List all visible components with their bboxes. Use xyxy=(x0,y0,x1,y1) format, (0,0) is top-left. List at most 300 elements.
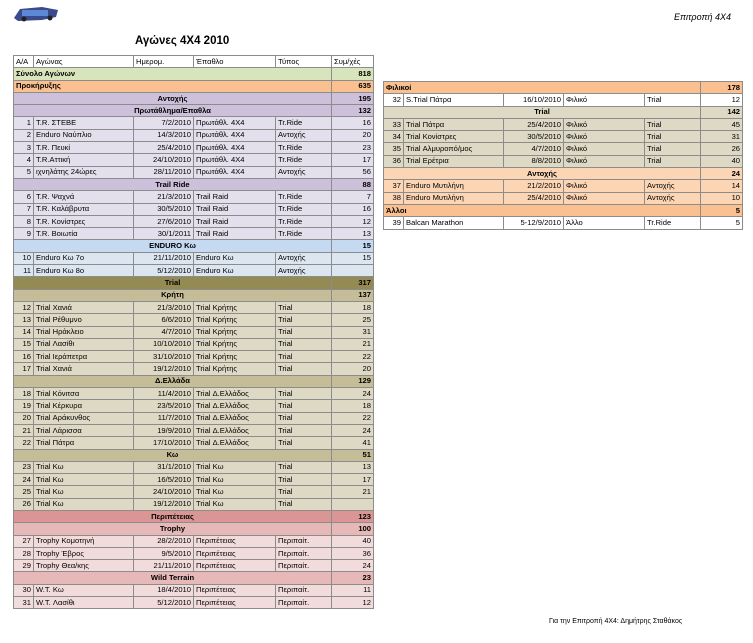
table-cell: 14/3/2010 xyxy=(134,129,194,141)
total-row xyxy=(14,68,374,80)
row-label: Trail Ride xyxy=(14,178,332,190)
table-cell: 16 xyxy=(332,203,374,215)
table-cell: W.T. Λασίθι xyxy=(34,597,134,609)
table-cell: 28 xyxy=(14,547,34,559)
table-cell: ιχνηλάτης 24ώρες xyxy=(34,166,134,178)
table-cell: Πρωτάθλ. 4Χ4 xyxy=(194,117,276,129)
column-header: Ημερομ. xyxy=(134,56,194,68)
table-cell: 8/8/2010 xyxy=(504,155,564,167)
table-cell: Πρωτάθλ. 4Χ4 xyxy=(194,129,276,141)
table-cell: 28/2/2010 xyxy=(134,535,194,547)
table-cell: 26 xyxy=(14,498,34,510)
table-cell: 40 xyxy=(332,535,374,547)
table-cell: 20 xyxy=(14,412,34,424)
table-cell: 21 xyxy=(332,486,374,498)
table-cell: Enduro Κω xyxy=(194,265,276,277)
table-cell: Trail Raid xyxy=(194,191,276,203)
table-cell: Trial xyxy=(276,498,332,510)
table-cell: Περιπέτειας xyxy=(194,535,276,547)
table-cell: Trial Ρέθυμνο xyxy=(34,314,134,326)
table-row xyxy=(384,118,743,130)
table-cell: 16/10/2010 xyxy=(504,94,564,106)
table-row xyxy=(14,265,374,277)
table-row xyxy=(14,584,374,596)
table-cell: Αντοχής xyxy=(276,252,332,264)
table-cell: 10/10/2010 xyxy=(134,338,194,350)
table-cell: 37 xyxy=(384,180,404,192)
table-cell: 24 xyxy=(332,424,374,436)
row-total: 142 xyxy=(701,106,743,118)
table-row xyxy=(14,474,374,486)
table-cell: Trial xyxy=(276,437,332,449)
table-cell: Tr.Ride xyxy=(645,217,701,229)
table-cell: 5 xyxy=(14,166,34,178)
table-cell: 25 xyxy=(332,314,374,326)
table-row xyxy=(14,547,374,559)
table-cell: 13 xyxy=(332,461,374,473)
table-row xyxy=(384,131,743,143)
table-cell: Enduro Μυτιλήνη xyxy=(404,180,504,192)
table-cell: 1 xyxy=(14,117,34,129)
table-cell: 34 xyxy=(384,131,404,143)
table-cell: Trial Ηράκλειο xyxy=(34,326,134,338)
table-cell: Trial Δ.Ελλάδος xyxy=(194,412,276,424)
row-label: ENDURO Κω xyxy=(14,240,332,252)
row-total: 15 xyxy=(332,240,374,252)
table-cell: 22 xyxy=(332,351,374,363)
table-cell: 20 xyxy=(332,363,374,375)
table-cell: Trial xyxy=(276,400,332,412)
section-row xyxy=(14,289,374,301)
row-total: 178 xyxy=(701,82,743,94)
table-cell: Trial Κόνιτσα xyxy=(34,388,134,400)
table-cell: Trial xyxy=(276,424,332,436)
table-cell: Trial Κω xyxy=(34,474,134,486)
table-cell: 16/5/2010 xyxy=(134,474,194,486)
table-cell: 18 xyxy=(332,301,374,313)
table-cell: 17 xyxy=(14,363,34,375)
column-header: Έπαθλο xyxy=(194,56,276,68)
table-cell: 4/7/2010 xyxy=(504,143,564,155)
table-cell: Trial xyxy=(276,363,332,375)
table-row xyxy=(14,461,374,473)
row-label: Περιπέτειας xyxy=(14,510,332,522)
table-cell: 2 xyxy=(14,129,34,141)
table-cell: Trial xyxy=(276,338,332,350)
table-cell: Trial xyxy=(276,412,332,424)
table-row xyxy=(14,154,374,166)
section-row xyxy=(14,523,374,535)
table-cell: Περιπέτειας xyxy=(194,560,276,572)
table-cell: Trophy Θεα/κης xyxy=(34,560,134,572)
section-row xyxy=(14,375,374,387)
table-cell: 20 xyxy=(332,129,374,141)
table-cell: 12 xyxy=(332,597,374,609)
table-cell: Balcan Marathon xyxy=(404,217,504,229)
table-cell: Φιλικό xyxy=(564,180,645,192)
section-row xyxy=(14,277,374,289)
row-label: Φιλικοί xyxy=(384,82,701,94)
table-cell: Tr.Ride xyxy=(276,142,332,154)
table-cell: T.R. Ψαχνά xyxy=(34,191,134,203)
table-cell: 21/3/2010 xyxy=(134,191,194,203)
row-label: Κρήτη xyxy=(14,289,332,301)
table-cell: 30/5/2010 xyxy=(504,131,564,143)
races-table-friendly xyxy=(383,81,743,230)
table-row xyxy=(14,535,374,547)
table-cell: Trial xyxy=(276,326,332,338)
row-label: Άλλοι xyxy=(384,204,701,216)
row-label: Πρωτάθλημα/Επαθλα xyxy=(14,105,332,117)
table-cell: 6/6/2010 xyxy=(134,314,194,326)
column-header: Αγώνας xyxy=(34,56,134,68)
table-cell: 10 xyxy=(701,192,743,204)
table-cell: Trial Δ.Ελλάδος xyxy=(194,437,276,449)
table-cell: Trial xyxy=(276,351,332,363)
logo-icon xyxy=(12,4,62,22)
table-cell: 14 xyxy=(14,326,34,338)
row-label: Trophy xyxy=(14,523,332,535)
table-row xyxy=(14,437,374,449)
table-cell: Tr.Ride xyxy=(276,215,332,227)
total-row xyxy=(14,80,374,92)
table-row xyxy=(14,129,374,141)
table-cell: Enduro Κω xyxy=(194,252,276,264)
table-cell: Trial xyxy=(645,94,701,106)
table-cell: Περιπαίτ. xyxy=(276,560,332,572)
table-cell: 9/5/2010 xyxy=(134,547,194,559)
table-cell: Trial Ιεράπετρα xyxy=(34,351,134,363)
column-header: Τύπος xyxy=(276,56,332,68)
table-cell: W.T. Κω xyxy=(34,584,134,596)
table-cell: 31/10/2010 xyxy=(134,351,194,363)
table-cell: 11 xyxy=(332,584,374,596)
table-cell: Trial Κω xyxy=(34,498,134,510)
table-cell: Trial Χανιά xyxy=(34,301,134,313)
table-cell: T.R. Πευκί xyxy=(34,142,134,154)
table-cell: Tr.Ride xyxy=(276,117,332,129)
table-cell: Trial Αλμυροπό/μος xyxy=(404,143,504,155)
table-cell: Αντοχής xyxy=(276,129,332,141)
table-cell: S.Trial Πάτρα xyxy=(404,94,504,106)
row-label: Αντοχής xyxy=(14,92,332,104)
table-cell: 18/4/2010 xyxy=(134,584,194,596)
table-cell: Trial Κρήτης xyxy=(194,326,276,338)
table-cell: 41 xyxy=(332,437,374,449)
table-cell: Φιλικό xyxy=(564,143,645,155)
table-cell: 30/1/2011 xyxy=(134,228,194,240)
table-cell: 24 xyxy=(14,474,34,486)
table-cell: 27 xyxy=(14,535,34,547)
table-cell: T.R.Αττική xyxy=(34,154,134,166)
section-row xyxy=(14,105,374,117)
table-cell: 16 xyxy=(332,117,374,129)
table-cell: 12 xyxy=(14,301,34,313)
row-total: 635 xyxy=(332,80,374,92)
table-cell: Tr.Ride xyxy=(276,154,332,166)
table-cell: 3 xyxy=(14,142,34,154)
table-cell: 5/12/2010 xyxy=(134,597,194,609)
table-cell: Trial xyxy=(645,143,701,155)
table-cell: Trial Δ.Ελλάδος xyxy=(194,424,276,436)
table-row xyxy=(14,228,374,240)
table-cell: T.R. Κονίστρες xyxy=(34,215,134,227)
table-row xyxy=(14,412,374,424)
row-total: 317 xyxy=(332,277,374,289)
section-row xyxy=(384,168,743,180)
table-cell: Trail Raid xyxy=(194,228,276,240)
table-cell: Trial Πάτρα xyxy=(34,437,134,449)
column-header: Συμ/χές xyxy=(332,56,374,68)
table-row xyxy=(384,155,743,167)
table-row xyxy=(384,94,743,106)
table-cell: 21/11/2010 xyxy=(134,560,194,572)
table-cell: Trail Raid xyxy=(194,203,276,215)
table-cell: 30 xyxy=(14,584,34,596)
table-cell: Περιπαίτ. xyxy=(276,584,332,596)
table-cell: 13 xyxy=(14,314,34,326)
table-cell: 22 xyxy=(332,412,374,424)
table-cell: 9 xyxy=(14,228,34,240)
row-label: Δ.Ελλάδα xyxy=(14,375,332,387)
table-cell: Enduro Ναύπλιο xyxy=(34,129,134,141)
table-cell: 19/12/2010 xyxy=(134,498,194,510)
table-cell: 10 xyxy=(14,252,34,264)
table-row xyxy=(14,486,374,498)
table-cell: 24/10/2010 xyxy=(134,486,194,498)
table-cell: Trial Κρήτης xyxy=(194,301,276,313)
table-cell: Trial Λασίθι xyxy=(34,338,134,350)
table-row xyxy=(14,498,374,510)
table-cell: Φιλικό xyxy=(564,192,645,204)
row-total: 88 xyxy=(332,178,374,190)
table-cell: Trial xyxy=(276,301,332,313)
row-total: 129 xyxy=(332,375,374,387)
table-row xyxy=(14,301,374,313)
section-row xyxy=(14,92,374,104)
table-cell: Trail Raid xyxy=(194,215,276,227)
row-total: 24 xyxy=(701,168,743,180)
table-cell: Enduro Μυτιλήνη xyxy=(404,192,504,204)
row-total: 5 xyxy=(701,204,743,216)
row-label: Αντοχής xyxy=(384,168,701,180)
table-cell: Φιλικό xyxy=(564,118,645,130)
table-cell: 15 xyxy=(332,252,374,264)
table-cell: 19/12/2010 xyxy=(134,363,194,375)
row-total: 23 xyxy=(332,572,374,584)
table-cell: Trial Κω xyxy=(194,461,276,473)
table-cell: Περιπέτειας xyxy=(194,584,276,596)
table-row xyxy=(14,142,374,154)
table-cell: 24 xyxy=(332,560,374,572)
row-total: 132 xyxy=(332,105,374,117)
table-cell: Αντοχής xyxy=(276,265,332,277)
table-cell: 28/11/2010 xyxy=(134,166,194,178)
section-row xyxy=(14,178,374,190)
table-cell: Φιλικό xyxy=(564,94,645,106)
table-header-row xyxy=(14,56,374,68)
table-cell: 31 xyxy=(332,326,374,338)
table-cell: Enduro Κω 7ο xyxy=(34,252,134,264)
row-label: Σύνολο Αγώνων xyxy=(14,68,332,80)
table-cell xyxy=(332,265,374,277)
table-cell: 5 xyxy=(701,217,743,229)
table-cell: 11 xyxy=(14,265,34,277)
table-cell: Περιπαίτ. xyxy=(276,597,332,609)
table-cell: 7 xyxy=(332,191,374,203)
table-cell: 56 xyxy=(332,166,374,178)
table-cell: 25 xyxy=(14,486,34,498)
row-total: 137 xyxy=(332,289,374,301)
table-cell: Trial xyxy=(645,118,701,130)
table-cell: Άλλο xyxy=(564,217,645,229)
races-table-main xyxy=(13,55,374,609)
table-row xyxy=(384,217,743,229)
row-total: 100 xyxy=(332,523,374,535)
table-cell: 38 xyxy=(384,192,404,204)
table-row xyxy=(14,400,374,412)
table-row xyxy=(14,166,374,178)
table-cell: Trial Κω xyxy=(194,486,276,498)
table-cell: Trial Κω xyxy=(34,461,134,473)
total-row xyxy=(384,82,743,94)
row-label: Trial xyxy=(14,277,332,289)
table-cell: Trial xyxy=(645,131,701,143)
table-cell: T.R. Καλάβρυτα xyxy=(34,203,134,215)
table-cell: 4/7/2010 xyxy=(134,326,194,338)
row-label: Wild Terrain xyxy=(14,572,332,584)
row-label: Κω xyxy=(14,449,332,461)
section-row xyxy=(14,510,374,522)
table-cell: 13 xyxy=(332,228,374,240)
table-row xyxy=(384,143,743,155)
row-total: 818 xyxy=(332,68,374,80)
table-cell: 31 xyxy=(701,131,743,143)
table-row xyxy=(14,326,374,338)
table-cell: 25/4/2010 xyxy=(504,192,564,204)
table-cell: Φιλικό xyxy=(564,131,645,143)
table-cell: Trial Κέρκυρα xyxy=(34,400,134,412)
table-cell: Πρωτάθλ. 4Χ4 xyxy=(194,142,276,154)
table-cell: Περιπαίτ. xyxy=(276,547,332,559)
table-row xyxy=(14,338,374,350)
table-row xyxy=(384,180,743,192)
table-row xyxy=(14,215,374,227)
table-cell: 23/5/2010 xyxy=(134,400,194,412)
table-cell: 26 xyxy=(701,143,743,155)
table-cell: Trial xyxy=(276,486,332,498)
row-label: Trial xyxy=(384,106,701,118)
table-row xyxy=(14,314,374,326)
table-cell: 5/12/2010 xyxy=(134,265,194,277)
table-cell: 15 xyxy=(14,338,34,350)
table-cell: 25/4/2010 xyxy=(504,118,564,130)
table-cell: Trial Αράκυνθος xyxy=(34,412,134,424)
table-cell: 12 xyxy=(701,94,743,106)
table-cell: Trial Κρήτης xyxy=(194,363,276,375)
table-cell: Trophy Κομοτηνή xyxy=(34,535,134,547)
table-cell: Tr.Ride xyxy=(276,228,332,240)
committee-label: Επιτροπή 4Χ4 xyxy=(674,12,731,22)
table-cell: 14 xyxy=(701,180,743,192)
table-cell: 12 xyxy=(332,215,374,227)
table-cell: 39 xyxy=(384,217,404,229)
table-cell: 17/10/2010 xyxy=(134,437,194,449)
table-cell: 40 xyxy=(701,155,743,167)
table-cell: 19 xyxy=(14,400,34,412)
table-cell: 32 xyxy=(384,94,404,106)
table-cell: 17 xyxy=(332,154,374,166)
table-cell: 18 xyxy=(332,400,374,412)
page-title: Αγώνες 4Χ4 2010 xyxy=(135,35,230,47)
table-cell: 24/10/2010 xyxy=(134,154,194,166)
table-cell: 16 xyxy=(14,351,34,363)
table-cell: Trial Κονίστρες xyxy=(404,131,504,143)
table-cell: 6 xyxy=(14,191,34,203)
table-cell: 29 xyxy=(14,560,34,572)
table-cell: Trophy Έβρος xyxy=(34,547,134,559)
table-cell: 36 xyxy=(384,155,404,167)
table-cell: 21/11/2010 xyxy=(134,252,194,264)
table-cell: Trial Δ.Ελλάδος xyxy=(194,400,276,412)
table-cell: Trial Κω xyxy=(194,474,276,486)
table-cell: Trial Κρήτης xyxy=(194,338,276,350)
table-row xyxy=(14,191,374,203)
table-cell: 31 xyxy=(14,597,34,609)
table-cell: 18 xyxy=(14,388,34,400)
table-row xyxy=(14,252,374,264)
table-cell: 19/9/2010 xyxy=(134,424,194,436)
table-cell: T.R. Βοιωτία xyxy=(34,228,134,240)
table-cell: Tr.Ride xyxy=(276,191,332,203)
table-cell: 7 xyxy=(14,203,34,215)
table-cell: Trial Χανιά xyxy=(34,363,134,375)
table-cell: Trial xyxy=(276,388,332,400)
row-total: 51 xyxy=(332,449,374,461)
table-row xyxy=(14,351,374,363)
table-cell: 11/7/2010 xyxy=(134,412,194,424)
table-cell: 35 xyxy=(384,143,404,155)
table-cell: Trial Δ.Ελλάδος xyxy=(194,388,276,400)
table-cell: Περιπέτειας xyxy=(194,597,276,609)
table-cell: Φιλικό xyxy=(564,155,645,167)
table-cell: 21/3/2010 xyxy=(134,301,194,313)
table-cell: Tr.Ride xyxy=(276,203,332,215)
table-cell: 36 xyxy=(332,547,374,559)
table-cell: Trial Ερέτρια xyxy=(404,155,504,167)
section-row xyxy=(14,572,374,584)
table-cell: 24 xyxy=(332,388,374,400)
table-cell: Enduro Κω 8ο xyxy=(34,265,134,277)
table-cell: Πρωτάθλ. 4Χ4 xyxy=(194,154,276,166)
total-row xyxy=(384,204,743,216)
table-row xyxy=(14,203,374,215)
section-row xyxy=(14,240,374,252)
column-header: Α/Α xyxy=(14,56,34,68)
table-cell: 31/1/2010 xyxy=(134,461,194,473)
table-cell: Trial Λάρισσα xyxy=(34,424,134,436)
table-cell: Trial Κρήτης xyxy=(194,314,276,326)
table-row xyxy=(14,424,374,436)
table-cell: T.R. ΣΤΕΒΕ xyxy=(34,117,134,129)
table-cell: Trial xyxy=(276,461,332,473)
table-cell: 25/4/2010 xyxy=(134,142,194,154)
section-row xyxy=(14,449,374,461)
table-cell: 21 xyxy=(332,338,374,350)
table-cell: Πρωτάθλ. 4Χ4 xyxy=(194,166,276,178)
row-label: Προκήρυξης xyxy=(14,80,332,92)
table-cell: Trial Κω xyxy=(34,486,134,498)
